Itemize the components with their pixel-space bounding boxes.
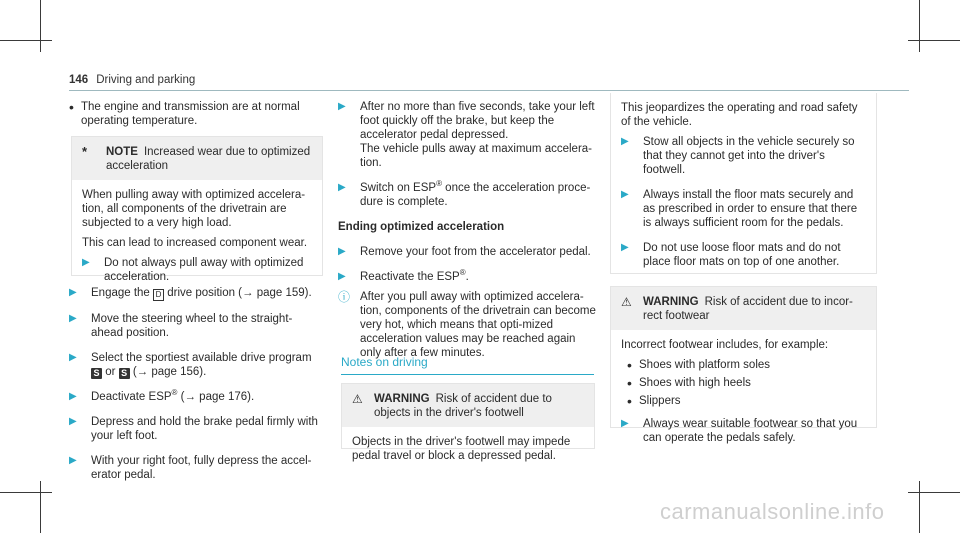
column-1 xyxy=(69,100,324,138)
step-arrow-icon: ▶ xyxy=(69,455,77,466)
step-arrow-icon: ▶ xyxy=(69,287,77,298)
bullet-dot: • xyxy=(627,357,632,373)
list-item: Shoes with platform soles xyxy=(639,359,771,371)
note-step: Do not always pull away with optimized acceleration. xyxy=(104,257,304,283)
warning-box xyxy=(341,383,595,462)
note-icon: * xyxy=(82,144,88,159)
crop-mark xyxy=(908,492,960,493)
step-text: Stow all objects in the vehicle securely so that they cannot get into the driver's footwell. xyxy=(643,136,855,176)
step-result: The vehicle pulls away at maximum accelera-tion. xyxy=(360,143,593,169)
step-arrow-icon: ▶ xyxy=(621,136,629,147)
step-text: Select the sportiest available drive program S or S (→ page 156). xyxy=(91,352,312,378)
drive-d-icon: D xyxy=(153,289,164,301)
step-arrow-icon: ▶ xyxy=(338,101,346,112)
warning-body: Objects in the driver's footwell may impede pedal travel or block a depressed pedal. xyxy=(352,436,571,462)
crop-mark xyxy=(0,40,52,41)
info-text: After you pull away with optimized accelera-tion, components of the drivetrain can become very hot, which means that opti-mized acceleration values may be reached again only after a few minutes. xyxy=(360,291,596,359)
step-arrow-icon: ▶ xyxy=(69,313,77,324)
info-icon: ⓘ xyxy=(338,290,351,304)
note-paragraph: This can lead to increased component wear. xyxy=(82,237,308,249)
warning-title: Risk of accident due to objects in the driver's footwell xyxy=(374,393,552,419)
warning-continued-box xyxy=(610,93,877,274)
step-text: Switch on ESP® once the acceleration proce-dure is complete. xyxy=(360,179,591,208)
note-title: Increased wear due to optimized acceleration xyxy=(106,146,311,172)
sport-plus-icon: S xyxy=(91,368,102,379)
bullet-dot: • xyxy=(627,375,632,391)
sport-icon: S xyxy=(119,368,130,379)
step-arrow-icon: ▶ xyxy=(338,182,346,193)
note-label: NOTE xyxy=(106,146,138,158)
step-arrow-icon: ▶ xyxy=(69,416,77,427)
step-text: Remove your foot from the accelerator pedal. xyxy=(360,246,591,258)
bullet-dot: • xyxy=(627,393,632,409)
subheading: Ending optimized acceleration xyxy=(338,221,505,233)
warning-label: WARNING xyxy=(643,296,699,308)
list-item: Slippers xyxy=(639,395,681,407)
step-text: Engage the D drive position (→ page 159). xyxy=(91,287,312,299)
warning-triangle-icon: ⚠ xyxy=(621,295,632,309)
step-arrow-icon: ▶ xyxy=(338,271,346,282)
step-text: Always wear suitable footwear so that you can operate the pedals safely. xyxy=(643,418,858,444)
header-rule xyxy=(69,90,909,91)
step-text: Deactivate ESP® (→ page 176). xyxy=(91,388,255,403)
list-item: Shoes with high heels xyxy=(639,377,751,389)
page-header xyxy=(69,73,195,87)
warning-label: WARNING xyxy=(374,393,430,405)
page-section-title: Driving and parking xyxy=(96,74,196,86)
crop-mark xyxy=(0,492,52,493)
step-arrow-icon: ▶ xyxy=(621,418,629,429)
condition-text: The engine and transmission are at normal operating temperature. xyxy=(81,101,300,127)
watermark: carmanualsonline.info xyxy=(660,499,885,524)
step-arrow-icon: ▶ xyxy=(69,352,77,363)
column-2 xyxy=(338,100,596,371)
crop-mark xyxy=(908,40,960,41)
note-paragraph: When pulling away with optimized accelera-tion, all components of the drivetrain are subjected to a very high load. xyxy=(82,189,306,229)
step-text: Move the steering wheel to the straight-ahead position. xyxy=(91,313,293,339)
warning-continued-text: This jeopardizes the operating and road safety of the vehicle. xyxy=(621,102,858,128)
warning-title: Risk of accident due to incor-rect footwear xyxy=(643,296,853,322)
note-box xyxy=(71,136,323,283)
page-number: 146 xyxy=(69,74,89,86)
step-text: Always install the floor mats securely and as prescribed in order to ensure that there is always sufficient room for the pedals. xyxy=(643,189,858,229)
step-arrow-icon: ▶ xyxy=(338,246,346,257)
crop-mark xyxy=(919,0,920,52)
section-title: Notes on driving xyxy=(341,355,594,375)
step-text: After no more than five seconds, take your left foot quickly off the brake, but keep the accelerator pedal depressed. xyxy=(360,101,595,141)
crop-mark xyxy=(40,0,41,52)
footwear-warning-box xyxy=(610,286,877,444)
warning-intro: Incorrect footwear includes, for example: xyxy=(621,339,829,351)
step-arrow-icon: ▶ xyxy=(621,189,629,200)
step-text: With your right foot, fully depress the accel-erator pedal. xyxy=(91,455,312,481)
crop-mark xyxy=(40,481,41,533)
step-arrow-icon: ▶ xyxy=(82,257,90,268)
crop-mark xyxy=(919,481,920,533)
steps-list xyxy=(69,286,324,493)
step-text: Do not use loose floor mats and do not place floor mats on top of one another. xyxy=(643,242,841,268)
step-text: Reactivate the ESP®. xyxy=(360,268,469,283)
bullet-dot: • xyxy=(69,99,74,115)
step-arrow-icon: ▶ xyxy=(621,242,629,253)
warning-triangle-icon: ⚠ xyxy=(352,392,363,406)
step-arrow-icon: ▶ xyxy=(69,391,77,402)
step-text: Depress and hold the brake pedal firmly with your left foot. xyxy=(91,416,318,442)
